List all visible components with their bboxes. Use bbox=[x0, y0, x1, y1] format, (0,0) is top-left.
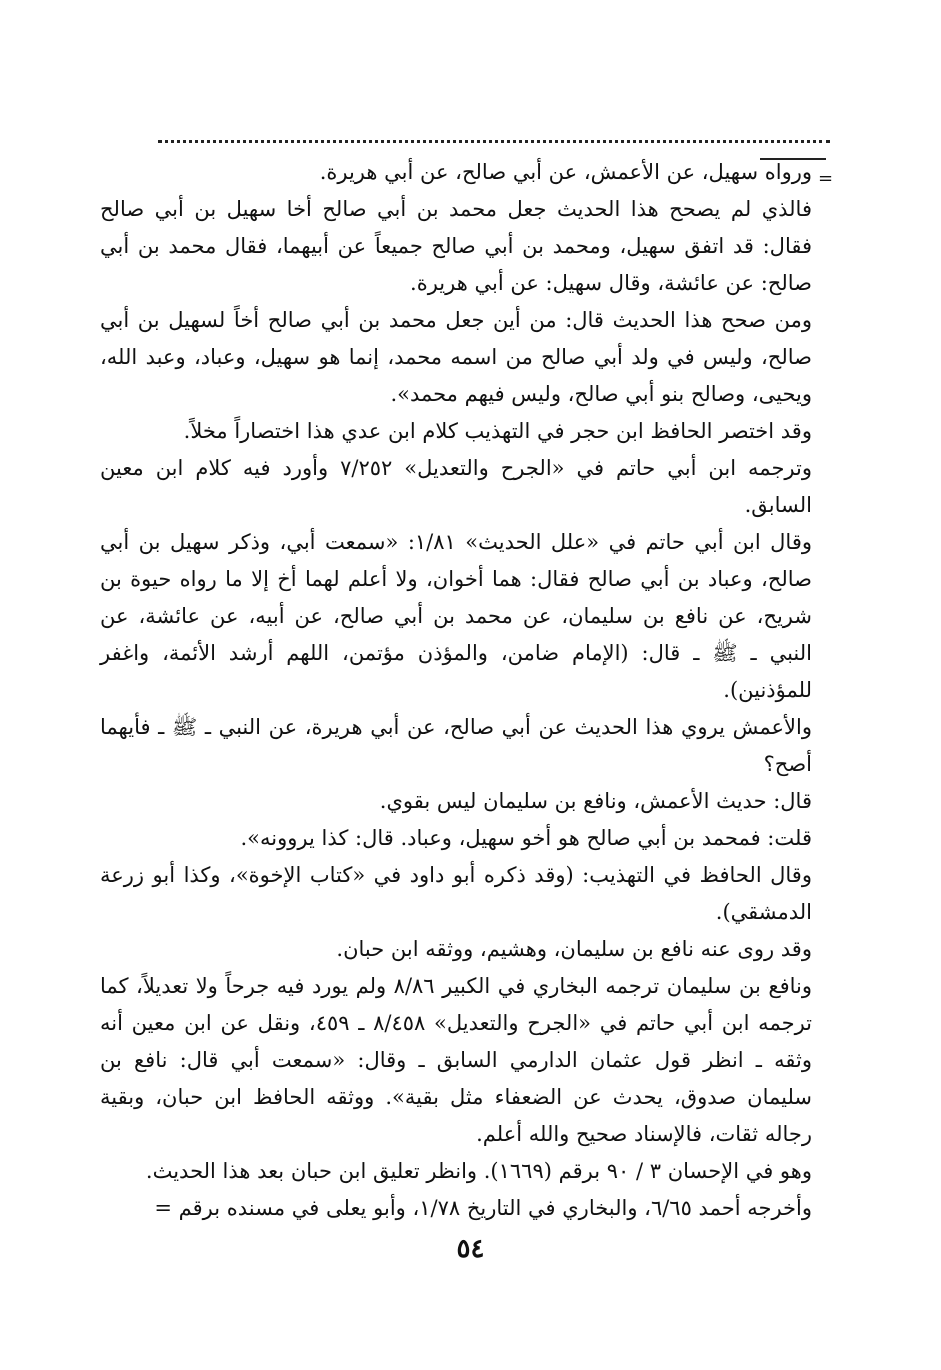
paragraph: قال: حديث الأعمش، ونافع بن سليمان ليس بقوي. bbox=[379, 789, 812, 813]
paragraph: وأخرجه أحمد ٦/٦٥، والبخاري في التاريخ ١/٧٨، وأبو يعلى في مسنده برقم = bbox=[154, 1196, 812, 1220]
paragraph: والأعمش يروي هذا الحديث عن أبي صالح، عن أبي هريرة، عن النبي ـ ﷺ ـ فأيهما أصح؟ bbox=[100, 715, 812, 776]
paragraph: وترجمه ابن أبي حاتم في «الجرح والتعديل» ٧/٢٥٢ وأورد فيه كلام ابن معين السابق. bbox=[100, 456, 812, 517]
paragraph: قلت: فمحمد بن أبي صالح هو أخو سهيل، وعباد. قال: كذا يروونه». bbox=[240, 826, 812, 850]
paragraph: ونافع بن سليمان ترجمه البخاري في الكبير ٨/٨٦ ولم يورد فيه جرحاً ولا تعديلاً، كما ترجمه ابن أبي حاتم في «الجرح والتعديل» ٨/٤٥٨ ـ ٤٥٩، ونقل عن ابن معين أنه وثقه ـ انظر قول عثمان الدارمي السابق ـ وقال: «سمعت أبي قال: نافع بن سليمان صدوق، يحدث عن الضعفاء مثل بقية». ووثقه الحافظ ابن حبان، وبقية رجاله ثقات، فالإسناد صحيح والله أعلم. bbox=[100, 974, 812, 1146]
continuation-mark: = bbox=[818, 168, 834, 189]
paragraph: وقد روى عنه نافع بن سليمان، وهشيم، ووثقه ابن حبان. bbox=[336, 937, 812, 961]
paragraph: وقال ابن أبي حاتم في «علل الحديث» ١/٨١: «سمعت أبي، وذكر سهيل بن أبي صالح، وعباد بن أبي صالح فقال: هما أخوان، ولا أعلم لهما أخ إلا ما رواه حيوة بن شريح، عن نافع بن سليمان، عن محمد بن أبي صالح، عن أبيه، عن عائشة، عن النبي ـ ﷺ ـ قال: (الإمام ضامن، والمؤذن مؤتمن، اللهم أرشد الأئمة، واغفر للمؤذنين). bbox=[100, 530, 812, 702]
paragraph: ومن صحح هذا الحديث قال: من أين جعل محمد بن أبي صالح أخاً لسهيل بن أبي صالح، وليس في ولد أبي صالح من اسمه محمد، إنما هو سهيل، وعباد، وعبد الله، ويحيى، وصالح بنو أبي صالح، وليس فيهم محمد». bbox=[100, 308, 812, 406]
paragraph: فالذي لم يصحح هذا الحديث جعل محمد بن أبي صالح أخا سهيل بن أبي صالح فقال: قد اتفق سهيل، ومحمد بن أبي صالح جميعاً عن أبيهما، فقال محمد بن أبي صالح: عن عائشة، وقال سهيل: عن أبي هريرة. bbox=[100, 197, 812, 295]
paragraph: وقد اختصر الحافظ ابن حجر في التهذيب كلام ابن عدي هذا اختصاراً مخلاً. bbox=[183, 419, 812, 443]
footnote-text bbox=[100, 154, 832, 1227]
page-number: ٥٤ bbox=[456, 1234, 485, 1264]
paragraph: وهو في الإحسان ٣ / ٩٠ برقم (١٦٦٩). وانظر تعليق ابن حبان بعد هذا الحديث. bbox=[145, 1159, 812, 1183]
footnote-separator-dotted bbox=[158, 140, 830, 143]
paragraph: ورواه سهيل، عن الأعمش، عن أبي صالح، عن أبي هريرة. bbox=[319, 160, 812, 184]
paragraph: وقال الحافظ في التهذيب: (وقد ذكره أبو داود في «كتاب الإخوة»، وكذا أبو زرعة الدمشقي). bbox=[100, 863, 812, 924]
